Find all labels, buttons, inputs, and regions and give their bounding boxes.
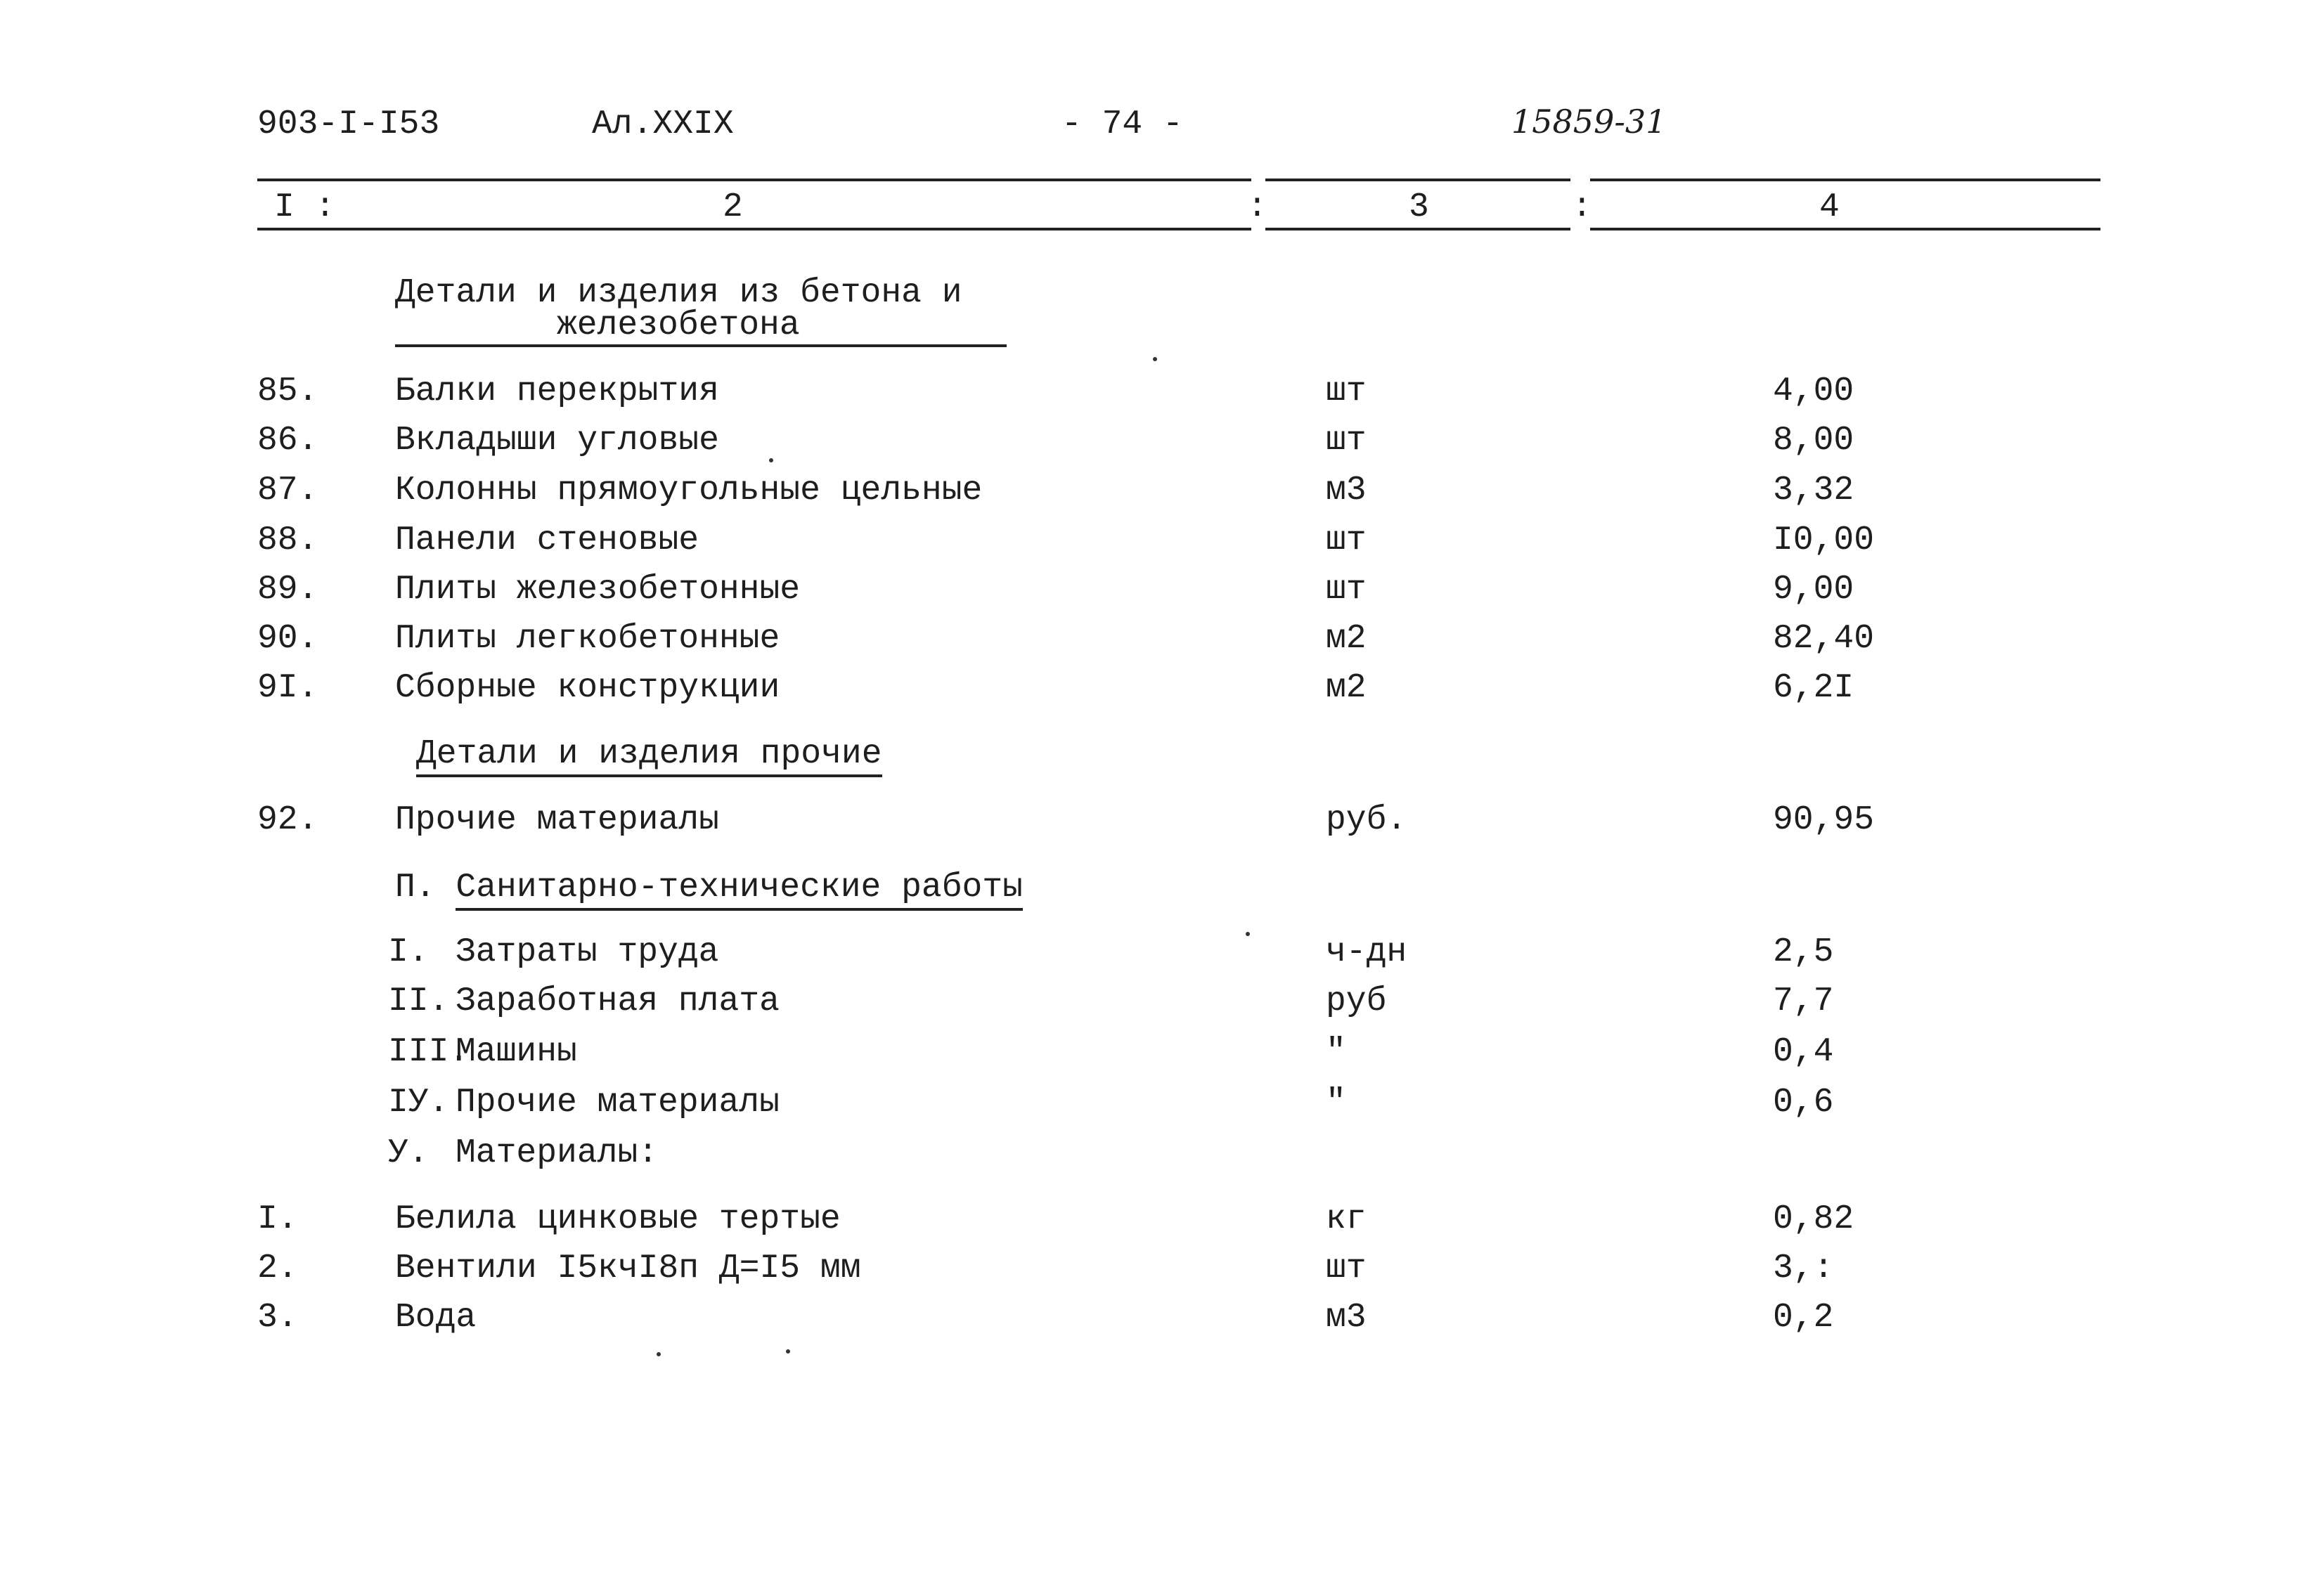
row-unit: м2 [1326,620,1367,658]
table-row [0,933,2324,975]
section-title-sanitary [395,869,1023,907]
row-value: 6,2I [1773,669,1854,707]
section-title-concrete-line2: железобетона [557,306,800,344]
column-header-1: I [274,188,295,226]
row-name: Материалы: [456,1134,659,1172]
page-number: - 74 - [1061,105,1183,143]
row-name: Прочие материалы [395,801,719,839]
row-number: 85. [257,372,318,410]
scan-speck [786,1349,790,1354]
row-number: I. [257,1200,298,1238]
row-name: Прочие материалы [456,1084,780,1122]
scan-speck [1153,357,1157,361]
table-row [0,1134,2324,1176]
section-title-other-parts [416,735,882,773]
row-value: 90,95 [1773,801,1875,839]
header-rule-top-mid [1265,179,1570,181]
column-separator: : [1572,188,1592,226]
row-unit: м3 [1326,472,1367,510]
row-unit: руб [1326,982,1387,1020]
section-title-text: Санитарно-технические работы [456,869,1023,911]
row-number: У. [388,1134,429,1172]
row-name: Колонны прямоугольные цельные [395,472,983,510]
table-row [0,422,2324,464]
section-prefix: П. [395,869,436,907]
album-number: Ал.XXIX [592,105,734,143]
row-value: 8,00 [1773,422,1854,460]
column-separator: : [1247,188,1267,226]
row-name: Балки перекрытия [395,372,719,410]
row-unit: шт [1326,372,1367,410]
column-header-2: 2 [723,188,743,226]
table-row [0,982,2324,1025]
scan-speck [1246,932,1250,936]
row-unit: м3 [1326,1299,1367,1337]
row-number: I. [388,933,429,971]
row-number: 88. [257,521,318,559]
header-rule-bottom-right [1590,228,2100,231]
row-number: 2. [257,1250,298,1287]
row-value: 0,4 [1773,1033,1834,1071]
row-value: 82,40 [1773,620,1875,658]
row-unit: шт [1326,571,1367,609]
row-name: Плиты железобетонные [395,571,801,609]
scan-speck [657,1352,661,1356]
row-unit: руб. [1326,801,1407,839]
row-unit: шт [1326,521,1367,559]
column-header-3: 3 [1409,188,1429,226]
table-row [0,571,2324,613]
table-row [0,1033,2324,1075]
row-number: 90. [257,620,318,658]
table-row [0,669,2324,711]
row-number: 3. [257,1299,298,1337]
table-row [0,1084,2324,1126]
table-row [0,1250,2324,1292]
column-separator: : [315,188,335,226]
row-value: 0,2 [1773,1299,1834,1337]
row-name: Вкладыши угловые [395,422,719,460]
row-name: Вентили I5кчI8п Д=I5 мм [395,1250,861,1287]
row-number: 9I. [257,669,318,707]
row-number: III. [388,1033,470,1071]
row-unit: шт [1326,422,1367,460]
row-value: 0,82 [1773,1200,1854,1238]
row-value: 4,00 [1773,372,1854,410]
row-unit: ч-дн [1326,933,1407,971]
section-title-concrete: Детали и изделия из бетона и [395,274,962,312]
scan-speck [769,458,773,462]
row-unit: шт [1326,1250,1367,1287]
header-rule-bottom-left [257,228,1251,231]
row-value: 9,00 [1773,571,1854,609]
row-number: 87. [257,472,318,510]
row-value: 3,: [1773,1250,1834,1287]
row-value: 2,5 [1773,933,1834,971]
row-name: Вода [395,1299,477,1337]
row-value: 3,32 [1773,472,1854,510]
row-name: Панели стеновые [395,521,699,559]
table-row [0,1299,2324,1341]
header-rule-top-right [1590,179,2100,181]
table-row [0,801,2324,843]
row-value: 0,6 [1773,1084,1834,1122]
row-unit: " [1326,1084,1346,1122]
row-name: Сборные конструкции [395,669,780,707]
row-name: Затраты труда [456,933,719,971]
section-title-text: Детали и изделия прочие [416,735,882,777]
column-header-4: 4 [1819,188,1840,226]
table-row [0,521,2324,564]
row-value: I0,00 [1773,521,1875,559]
table-row [0,372,2324,415]
table-row [0,620,2324,662]
handwritten-inventory-number: 15859-31 [1511,103,1667,141]
row-name: Машины [456,1033,577,1071]
header-rule-bottom-mid [1265,228,1570,231]
section-underline [395,344,1007,347]
row-name: Заработная плата [456,982,780,1020]
row-number: IУ. [388,1084,449,1122]
row-number: 92. [257,801,318,839]
row-value: 7,7 [1773,982,1834,1020]
row-name: Плиты легкобетонные [395,620,780,658]
row-unit: кг [1326,1200,1367,1238]
row-number: 89. [257,571,318,609]
row-number: II. [388,982,449,1020]
row-unit: " [1326,1033,1346,1071]
document-code: 903-I-I53 [257,105,440,143]
table-row [0,472,2324,514]
row-unit: м2 [1326,669,1367,707]
table-row [0,1200,2324,1242]
header-rule-top-left [257,179,1251,181]
row-number: 86. [257,422,318,460]
row-name: Белила цинковые тертые [395,1200,841,1238]
